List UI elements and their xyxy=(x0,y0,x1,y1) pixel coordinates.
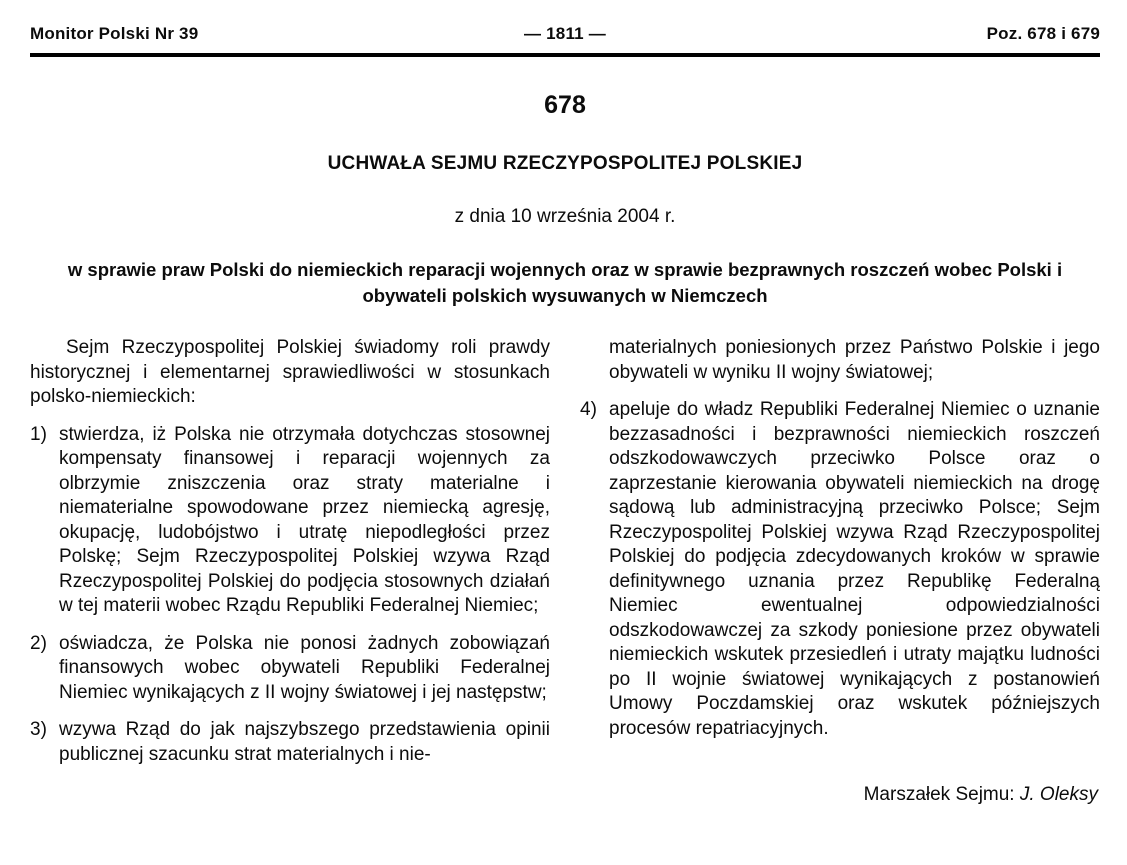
right-column xyxy=(580,336,1100,808)
body-columns xyxy=(30,336,1100,808)
item-text: apeluje do władz Republiki Federalnej Niemiec o uznanie bezzasadności i bezprawności niemieckich roszczeń odszkodowawczych przeciwko Polsce oraz o zaprzestanie kierowania obywateli niemieckich na drogę sądową lub administracyjną przeciwko Polsce; Sejm Rzeczypospolitej Polskiej wzywa Rząd Rzeczypospolitej Polskiej do podjęcia zdecydowanych kroków w sprawie definitywnego uznania przez Republikę Federalną Niemiec ewentualnej odpowiedzialności odszkodowawczej za szkody poniesione przez obywateli niemieckich wskutek przesiedleń i utraty majątku ludności po II wojnie światowej wynikających z postanowień Umowy Poczdamskiej oraz wskutek późniejszych procesów repatriacyjnych. xyxy=(609,399,1100,739)
position-number: Poz. 678 i 679 xyxy=(986,24,1101,43)
item-text: wzywa Rząd do jak najszybszego przedstawienia opinii publicznej szacunku strat materialnych i nie- xyxy=(59,719,550,765)
running-header xyxy=(30,24,1100,57)
page-number: — 1811 — xyxy=(524,24,606,43)
list-item-4 xyxy=(580,398,1100,741)
act-title: UCHWAŁA SEJMU RZECZYPOSPOLITEJ POLSKIEJ xyxy=(327,153,803,174)
item-marker: 1) xyxy=(30,423,47,445)
journal-name: Monitor Polski Nr 39 xyxy=(30,24,199,43)
signature-label: Marszałek Sejmu: xyxy=(863,784,1015,805)
item-marker: 4) xyxy=(580,399,597,420)
item-3-continuation: materialnych poniesionych przez Państwo Polskie i jego obywateli w wyniku II wojny światowej; xyxy=(609,337,1100,383)
list-item-2 xyxy=(30,632,550,706)
signature-name: J. Oleksy xyxy=(1019,784,1098,805)
act-number: 678 xyxy=(544,91,586,119)
left-column xyxy=(30,336,550,808)
act-subject: w sprawie praw Polski do niemieckich reparacji wojennych oraz w sprawie bezprawnych roszczeń wobec Polski i obywateli polskich wysuwanych w Niemczech xyxy=(67,259,1063,306)
item-marker: 3) xyxy=(30,719,47,740)
act-date: z dnia 10 września 2004 r. xyxy=(454,206,676,227)
item-text: stwierdza, iż Polska nie otrzymała dotychczas stosownej kompensaty finansowej i reparacji wojennych za olbrzymie zniszczenia oraz straty materialne i niematerialne spowodowane przez niemiecką agresję, okupację, ludobójstwo i utratę niepodległości przez Polskę; Sejm Rzeczypospolitej Polskiej wzywa Rząd Rzeczypospolitej Polskiej do podjęcia stosownych działań w tej materii wobec Rządu Republiki Federalnej Niemiec; xyxy=(59,423,550,616)
item-text: oświadcza, że Polska nie ponosi żadnych zobowiązań finansowych wobec obywateli Republiki Federalnej Niemiec wynikających z II wojny światowej i jej następstw; xyxy=(59,632,550,703)
list-item-3 xyxy=(30,718,550,767)
signature xyxy=(580,783,1100,808)
item-marker: 2) xyxy=(30,632,47,654)
list-item-1 xyxy=(30,423,550,619)
intro-paragraph: Sejm Rzeczypospolitej Polskiej świadomy roli prawdy historycznej i elementarnej sprawiedliwości w stosunkach polsko-niemieckich: xyxy=(30,337,550,407)
